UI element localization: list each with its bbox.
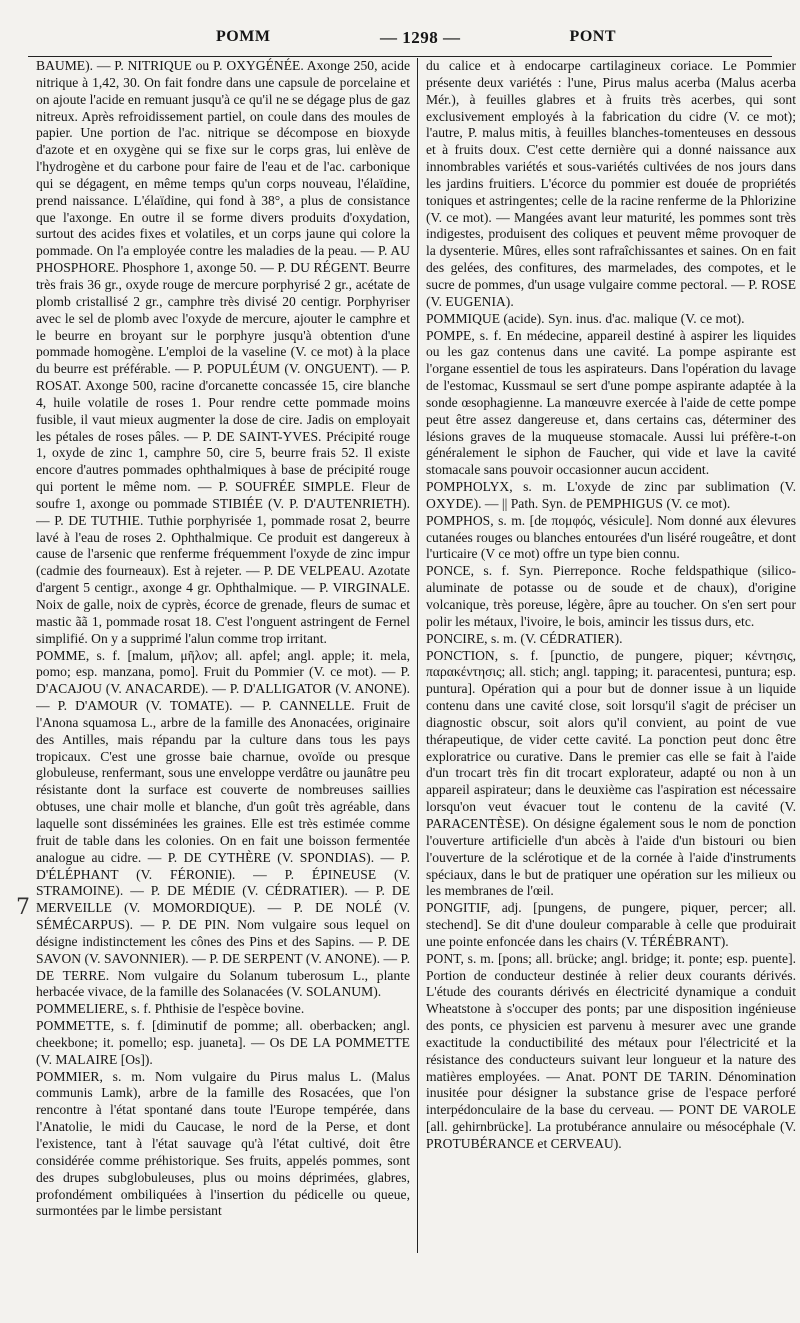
page-number: — 1298 — [380,28,461,47]
entry-pommeliere: POMMELIERE, s. f. Phthisie de l'espèce bovine. [36,1001,305,1017]
column-divider [417,58,418,1253]
entry-poncire: PONCIRE, s. m. (V. CÉDRATIER). [426,630,623,646]
entry-pommique: POMMIQUE (acide). Syn. inus. d'ac. malique (V. ce mot). [426,310,745,326]
entry-ponce: PONCE, s. f. Syn. Pierreponce. Roche feldspathique (silico-aluminate de potasse ou de soude et de chaux), d'origine volcanique, très poreuse, légère, âpre au toucher. On s'en sert pour polir les métaux, l'ivoire, le bois, amincir les tissus durs, etc. [426,563,796,629]
entry-pomphos: POMPHOS, s. m. [de πομφός, vésicule]. Nom donné aux élevures cutanées rouges ou blanches entourées d'un liséré rougeâtre, et dont l'urticaire (V ce mot) offre un type bien connu. [426,512,796,562]
entry-pommade-continued: BAUME). — P. NITRIQUE ou P. OXYGÉNÉE. Axonge 250, acide nitrique à 1,42, 30. On fait fondre dans une capsule de porcelaine et on ajoute l'acide en remuant jusqu'à ce qu'il ne se dégage plus de gaz nitreux. Après refroidissement partiel, on coule dans des moules de papier. Une portion de l'ac. nitrique se décompose en bioxyde d'azote et en oxygène qui se fixe sur le corps gras, lui enlève de l'hydrogène et du carbone pour faire de l'eau et de l'ac. carbonique qui se dégagent, en même temps qu'un corps nouveau, l'élaïdine, prend naissance. L'élaïdine, qui fond à 38°, a plus de consistance que l'axonge. En outre il se forme divers produits d'oxydation, surtout des acides fixes et volatiles, et un corps jaune qui colore la pommade. On l'a employée contre les maladies de la peau. — P. AU PHOSPHORE. Phosphore 1, axonge 50. — P. DU RÉGENT. Beurre très frais 36 gr., oxyde rouge de mercure porphyrisé 2 gr., acétate de plomb cristallisé 2 gr., camphre très divisé 20 centigr. Porphyriser avec le sel de plomb avec l'oxyde de mercure, ajouter le camphre et le beurre en broyant sur le porphyre jusqu'à obtention d'une pommade homogène. L'emploi de la vaseline (V. ce mot) à la place du beurre est préférable. — P. POPULÉUM (V. ONGUENT). — P. ROSAT. Axonge 500, racine d'orcanette concassée 15, cire blanche 4, huile volatile de roses 1. Pour rendre cette pommade moins fusible, il vaut mieux augmenter la dose de cire. Jadis on employait les pétales de roses pâles. — P. DE SAINT-YVES. Précipité rouge 1, oxyde de zinc 1, camphre 50, cire 5, beurre frais 52. Il existe encore d'autres pommades ophthalmiques à base de précipité rouge qui portent le même nom. — P. SOUFRÉE SIMPLE. Fleur de soufre 1, axonge ou pommade STIBIÉE (V. P. D'AUTENRIETH). — P. DE TUTHIE. Tuthie porphyrisée 1, pommade rosat 2, beurre lavé à l'eau de roses 2. Ophthalmique. Ce produit est dangereux à cause de l'arsenic que renferme fréquemment l'oxyde de zinc impur (cadmie des fourneaux). Est à rejeter. — P. DE VELPEAU. Azotate d'argent 5 centigr., axonge 4 gr. Ophthalmique. — P. VIRGINALE. Noix de galle, noix de cyprès, écorce de grenade, fleurs de sumac et mastic ãã 1, pommade rosat 18. C'est l'onguent astringent de Fernel simplifié. On y a supprimé l'alun comme trop irritant. [36,58,410,646]
page-header [28,24,772,54]
entry-pomme: POMME, s. f. [malum, μῆλον; all. apfel; angl. apple; it. mela, pomo; esp. manzana, pomo]. Fruit du Pommier (V. ce mot). — P. D'ACAJOU (V. ANACARDE). — P. D'ALLIGATOR (V. ANONE). — P. D'AMOUR (V. TOMATE). — P. CANNELLE. Fruit de l'Anona squamosa L., arbre de la famille des Anonacées, originaire des Antilles, mais répandu par la culture dans tous les pays tropicaux. C'est une grosse baie charnue, ovoïde ou presque globuleuse, renfermant, sous une enveloppe verdâtre ou jaunâtre peu résistante dont la surface est couverte de nombreuses saillies obtuses, une chair molle et blanche, d'un goût très agréable, dans laquelle sont disséminées les graines. Elle est très estimée comme fruit de table dans les colonies. On en fait une boisson fermentée analogue au cidre. — P. DE CYTHÈRE (V. SPONDIAS). — P. D'ÉLÉPHANT (V. FÉRONIE). — P. ÉPINEUSE (V. STRAMOINE). — P. DE MÉDIE (V. CÉDRATIER). — P. DE MERVEILLE (V. MOMORDIQUE). — P. DE NOLÉ (V. SÉMÉCARPUS). — P. DE PIN. Nom vulgaire sous lequel on désigne indistinctement les cônes des Pins et des Sapins. — P. DE SAVON (V. SAVONNIER). — P. DE SERPENT (V. ANONE). — P. DE TERRE. Nom vulgaire du Solanum tuberosum L., plante herbacée vivace, de la famille des Solanacées (V. SOLANUM). [36,647,410,1000]
entry-pommier: POMMIER, s. m. Nom vulgaire du Pirus malus L. (Malus communis Lamk), arbre de la famille des Rosacées, que l'on rencontre à l'état spontané dans toute l'Europe tempérée, dans l'Anatolie, le midi du Caucase, le nord de la Perse, et dont l'existence, tant à l'état sauvage qu'à l'état cultivé, doit être considérée comme préhistorique. Ses fruits, appelés pommes, sont des drupes subglobuleuses, plus ou moins déprimées, glabres, profondément ombiliquées à l'insertion du pédicelle ou queue, surmontées par le limbe persistant [36,1068,410,1219]
entry-pompe: POMPE, s. f. En médecine, appareil destiné à aspirer les liquides ou les gaz contenus dans une cavité. La pompe aspirante est l'organe essentiel de tous les aspirateurs. Dans l'opération du lavage de l'estomac, Kussmaul se sert d'une pompe aspirante adaptée à la sonde œsophagienne. La manœuvre exercée à l'aide de cette pompe peut être assez dangereuse et, dans certains cas, déterminer des lésions graves de la muqueuse stomacale. Aussi lui préfère-t-on généralement le siphon de Faucher, qui vide et lave la cavité stomacale sans pouvoir occasionner aucun accident. [426,327,796,478]
entry-pommette: POMMETTE, s. f. [diminutif de pomme; all. oberbacken; angl. cheekbone; it. pomello; esp. juaneta]. — Os DE LA POMMETTE (V. MALAIRE [Os]). [36,1018,410,1067]
entry-pommier-continued: du calice et à endocarpe cartilagineux coriace. Le Pommier présente deux variétés : l'une, Pirus malus acerba (Malus acerba Mér.), à feuilles glabres et à fruits très acerbes, qui sont exclusivement employés à la fabrication du cidre (V. ce mot); l'autre, P. malus mitis, à feuilles blanches-tomenteuses en dessous et à fruits doux. C'est cette dernière qui a donné naissance aux innombrables variétés et sous-variétés cultivées de nos jours dans les jardins fruitiers. L'écorce du pommier est douée de propriétés toniques et astringentes; celle de la racine renferme de la Phlorizine (V. ce mot). — Mangées avant leur maturité, les pommes sont très indigestes, produisent des coliques et peuvent même provoquer de la dysenterie. Mûres, elles sont rafraîchissantes et saines. On en fait des gelées, des confitures, des marmelades, des compotes, et le sucre de pommes, d'un usage vulgaire comme pectoral. — P. ROSE (V. EUGENIA). [426,58,796,309]
header-rule [28,56,772,57]
left-column [36,58,410,1298]
entry-pongitif: PONGITIF, adj. [pungens, de pungere, piquer, percer; all. stechend]. Se dit d'une douleur comparable à celle que produirait une pointe enfoncée dans les chairs (V. TÉRÉBRANT). [426,900,796,949]
header-left-word: POMM [216,28,271,45]
entry-ponction: PONCTION, s. f. [punctio, de pungere, piquer; κέντησις, παρακέντησις; all. stich; angl. tapping; it. paracentesi, puntura; esp. puntura]. Opération qui a pour but de donner issue à un liquide contenu dans une cavité close, soit lorsqu'il s'agit de préciser un diagnostic obscur, soit alors qu'il convient, au point de vue thérapeutique, de vider cette cavité. La ponction peut donc être exploratrice ou curative. Dans le premier cas elle se fait à l'aide d'un trocart très fin dit trocart explorateur, adapté ou non à un appareil aspirateur; dans le deuxième cas l'aspiration est nécessaire lorsqu'on veut évacuer tout le contenu de la cavité (V. PARACENTÈSE). On désigne également sous le nom de ponction l'ouverture artificielle d'un abcès à l'aide d'un bistouri ou bien l'ouverture de la sclérotique et de la cornée à l'aide d'instruments spéciaux, dans le but de pratiquer une opération sur les milieux ou les membranes de l'œil. [426,647,796,899]
margin-pencil-mark: 7 [16,895,30,920]
entry-pont: PONT, s. m. [pons; all. brücke; angl. bridge; it. ponte; esp. puente]. Portion de conducteur destinée à relier deux courants dérivés. L'étude des courants dérivés en électricité dynamique a conduit Wheatstone à s'occuper des ponts; par une disposition ingénieuse des ponts, ce physicien est parvenu à mesurer avec une grande exactitude la conductibilité des métaux pour l'électricité et la résistance des conducteurs suivant leur longueur et la nature des matières employées. — Anat. PONT DE TARIN. Dénomination inusitée pour désigner la substance grise de l'espace perforé interpédonculaire de la base du cerveau. — PONT DE VAROLE [all. gehirnbrücke]. La protubérance annulaire ou mésocéphale (V. PROTUBÉRANCE et CERVEAU). [426,950,796,1151]
header-right-word: PONT [569,28,616,45]
right-column [426,58,796,1298]
entry-pompholyx: POMPHOLYX, s. m. L'oxyde de zinc par sublimation (V. OXYDE). — || Path. Syn. de PEMPHIGUS (V. ce mot). [426,479,796,511]
